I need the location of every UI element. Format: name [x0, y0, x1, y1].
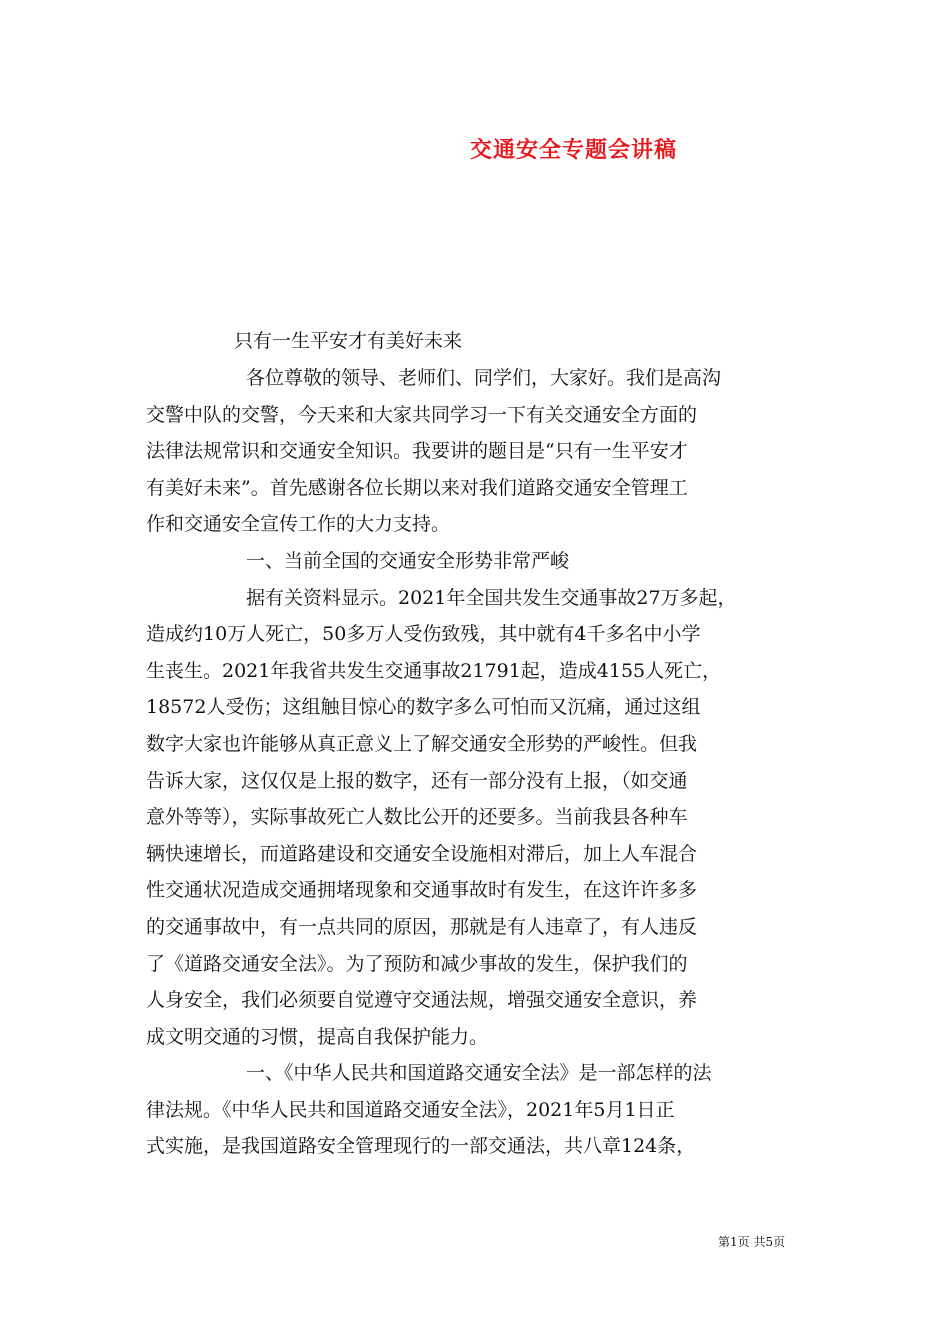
body-line: 意外等等），实际事故死亡人数比公开的还要多。当前我县各种车 — [146, 806, 688, 829]
section-heading: 一、当前全国的交通安全形势非常严峻 — [246, 549, 570, 572]
body-line: 律法规。《中华人民共和国道路交通安全法》，2021年5月1日正 — [146, 1098, 675, 1121]
body-line: 数字大家也许能够从真正意义上了解交通安全形势的严峻性。但我 — [146, 732, 698, 755]
body-line: 生丧生。2021年我省共发生交通事故21791起，造成4155人死亡， — [146, 659, 722, 682]
document-title: 交通安全专题会讲稿 — [470, 137, 678, 163]
body-line: 成文明交通的习惯，提高自我保护能力。 — [146, 1025, 489, 1048]
body-line: 人身安全，我们必须要自觉遵守交通法规，增强交通安全意识，养 — [146, 989, 698, 1012]
document-body — [146, 360, 810, 1165]
body-line: 据有关资料显示。2021年全国共发生交通事故27万多起， — [246, 586, 737, 609]
body-line: 18572人受伤；这组触目惊心的数字多么可怕而又沉痛，通过这组 — [146, 696, 701, 719]
body-line: 作和交通安全宣传工作的大力支持。 — [146, 513, 451, 536]
body-line: 各位尊敬的领导、老师们、同学们，大家好。我们是高沟 — [246, 367, 722, 389]
body-line: 了《道路交通安全法》。为了预防和减少事故的发生，保护我们的 — [146, 952, 688, 975]
body-line: 造成约10万人死亡，50多万人受伤致残，其中就有4千多名中小学 — [146, 623, 701, 646]
body-line: 交警中队的交警，今天来和大家共同学习一下有关交通安全方面的 — [146, 403, 698, 426]
body-line: 告诉大家，这仅仅是上报的数字，还有一部分没有上报，（如交通 — [146, 769, 688, 792]
document-subtitle: 只有一生平安才有美好未来 — [234, 330, 463, 352]
body-line: 的交通事故中，有一点共同的原因，那就是有人违章了，有人违反 — [146, 915, 698, 938]
body-line: 辆快速增长，而道路建设和交通安全设施相对滞后，加上人车混合 — [146, 842, 698, 865]
body-line: 有美好未来”。首先感谢各位长期以来对我们道路交通安全管理工 — [146, 476, 688, 499]
body-line: 法律法规常识和交通安全知识。我要讲的题目是“只有一生平安才 — [146, 440, 688, 463]
body-line: 性交通状况造成交通拥堵现象和交通事故时有发生，在这许许多多 — [146, 879, 698, 902]
page-indicator: 第1页 共5页 — [718, 1235, 786, 1249]
body-line: 式实施，是我国道路安全管理现行的一部交通法，共八章124条， — [146, 1135, 696, 1158]
section-heading: 一、《中华人民共和国道路交通安全法》是一部怎样的法 — [246, 1062, 712, 1085]
